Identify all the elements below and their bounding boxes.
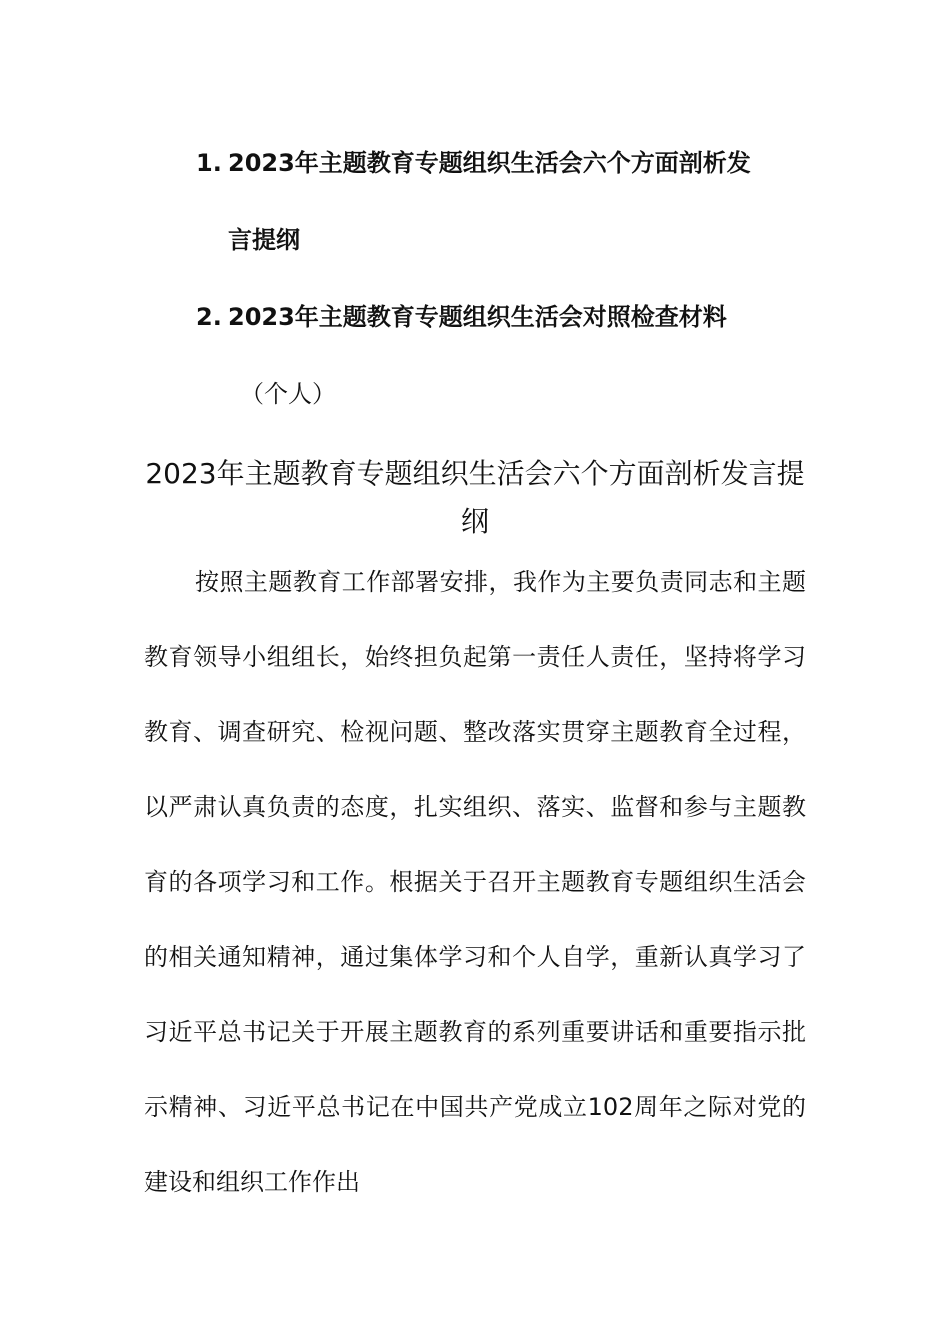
toc-item-1[interactable]: [196, 125, 816, 254]
toc-item-text-line1: 2023年主题教育专题组织生活会对照检查材料: [228, 303, 727, 331]
toc-item-number: 2.: [196, 303, 222, 331]
toc-item-2[interactable]: [196, 279, 816, 408]
toc-item-text-line1: 2023年主题教育专题组织生活会六个方面剖析发: [228, 149, 751, 177]
body-paragraph: 按照主题教育工作部署安排，我作为主要负责同志和主题教育领导小组组长，始终担负起第一责任人责任，坚持将学习教育、调查研究、检视问题、整改落实贯穿主题教育全过程，以严肃认真负责的态度，扎实组织、落实、监督和参与主题教育的各项学习和工作。根据关于召开主题教育专题组织生活会的相关通知精神，通过集体学习和个人自学，重新认真学习了习近平总书记关于开展主题教育的系列重要讲话和重要指示批示精神、习近平总书记在中国共产党成立102周年之际对党的建设和组织工作作出: [144, 568, 806, 1196]
toc-item-text-line2: 言提纲: [228, 226, 300, 254]
document-title: 2023年主题教育专题组织生活会六个方面剖析发言提纲: [145, 457, 805, 538]
toc-item-number: 1.: [196, 149, 222, 177]
toc-item-text-line2: （个人）: [240, 380, 336, 408]
